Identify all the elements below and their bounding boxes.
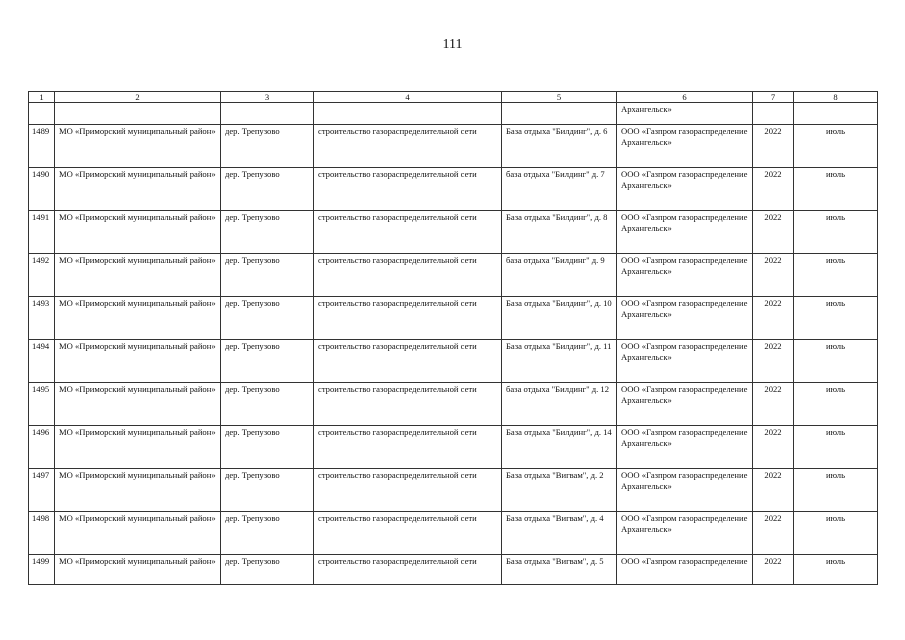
district-cell: МО «Приморский муниципальный район»: [55, 125, 221, 168]
page-number: 111: [442, 37, 463, 52]
locality-cell: дер. Трепузово: [221, 426, 314, 469]
district-cell: МО «Приморский муниципальный район»: [55, 254, 221, 297]
object-address-cell: База отдыха "Билдинг", д. 14: [502, 426, 617, 469]
organization-cell: ООО «Газпром газораспределение Архангельск»: [617, 340, 753, 383]
column-header: 5: [502, 92, 617, 103]
district-cell: МО «Приморский муниципальный район»: [55, 340, 221, 383]
row-number: 1491: [29, 211, 55, 254]
column-header: 6: [617, 92, 753, 103]
locality-cell: дер. Трепузово: [221, 340, 314, 383]
object-address-cell: База отдыха "Вигвам", д. 4: [502, 512, 617, 555]
table-cell: [794, 103, 878, 125]
table-cell: [55, 103, 221, 125]
locality-cell: дер. Трепузово: [221, 211, 314, 254]
column-header: 4: [314, 92, 502, 103]
locality-cell: дер. Трепузово: [221, 555, 314, 585]
column-header: 8: [794, 92, 878, 103]
year-cell: 2022: [753, 426, 794, 469]
row-number: 1494: [29, 340, 55, 383]
object-address-cell: База отдыха "Билдинг", д. 10: [502, 297, 617, 340]
work-type-cell: строительство газораспределительной сети: [314, 125, 502, 168]
table-row: [29, 211, 878, 254]
column-header: 1: [29, 92, 55, 103]
year-cell: 2022: [753, 125, 794, 168]
object-address-cell: база отдыха "Билдинг" д. 7: [502, 168, 617, 211]
locality-cell: дер. Трепузово: [221, 383, 314, 426]
organization-cell: ООО «Газпром газораспределение: [617, 555, 753, 585]
district-cell: МО «Приморский муниципальный район»: [55, 211, 221, 254]
year-cell: 2022: [753, 297, 794, 340]
row-number: 1497: [29, 469, 55, 512]
month-cell: июль: [794, 168, 878, 211]
month-cell: июль: [794, 383, 878, 426]
row-number: 1499: [29, 555, 55, 585]
month-cell: июль: [794, 254, 878, 297]
object-address-cell: база отдыха "Билдинг" д. 12: [502, 383, 617, 426]
district-cell: МО «Приморский муниципальный район»: [55, 168, 221, 211]
organization-cell: ООО «Газпром газораспределение Архангельск»: [617, 426, 753, 469]
year-cell: 2022: [753, 383, 794, 426]
table-cell: [753, 103, 794, 125]
year-cell: 2022: [753, 254, 794, 297]
row-number: 1498: [29, 512, 55, 555]
month-cell: июль: [794, 340, 878, 383]
table-row: [29, 254, 878, 297]
table-body: [29, 92, 878, 585]
year-cell: 2022: [753, 512, 794, 555]
table-row: [29, 469, 878, 512]
month-cell: июль: [794, 469, 878, 512]
table-row: [29, 168, 878, 211]
year-cell: 2022: [753, 168, 794, 211]
work-type-cell: строительство газораспределительной сети: [314, 168, 502, 211]
month-cell: июль: [794, 211, 878, 254]
continuation-row: [29, 103, 878, 125]
organization-cell: ООО «Газпром газораспределение Архангельск»: [617, 168, 753, 211]
work-type-cell: строительство газораспределительной сети: [314, 469, 502, 512]
district-cell: МО «Приморский муниципальный район»: [55, 469, 221, 512]
locality-cell: дер. Трепузово: [221, 512, 314, 555]
locality-cell: дер. Трепузово: [221, 254, 314, 297]
object-address-cell: База отдыха "Билдинг", д. 11: [502, 340, 617, 383]
row-number: 1493: [29, 297, 55, 340]
work-type-cell: строительство газораспределительной сети: [314, 211, 502, 254]
year-cell: 2022: [753, 211, 794, 254]
object-address-cell: База отдыха "Вигвам", д. 2: [502, 469, 617, 512]
organization-cell: ООО «Газпром газораспределение Архангельск»: [617, 125, 753, 168]
table-row: [29, 512, 878, 555]
table-cell: [221, 103, 314, 125]
organization-cell: ООО «Газпром газораспределение Архангельск»: [617, 383, 753, 426]
month-cell: июль: [794, 426, 878, 469]
table-cell: [29, 103, 55, 125]
object-address-cell: база отдыха "Билдинг" д. 9: [502, 254, 617, 297]
row-number: 1496: [29, 426, 55, 469]
table-cell: Архангельск»: [617, 103, 753, 125]
locality-cell: дер. Трепузово: [221, 125, 314, 168]
table-row: [29, 297, 878, 340]
row-number: 1490: [29, 168, 55, 211]
organization-cell: ООО «Газпром газораспределение Архангельск»: [617, 211, 753, 254]
month-cell: июль: [794, 125, 878, 168]
object-address-cell: База отдыха "Билдинг", д. 8: [502, 211, 617, 254]
work-type-cell: строительство газораспределительной сети: [314, 340, 502, 383]
organization-cell: ООО «Газпром газораспределение Архангельск»: [617, 512, 753, 555]
table-row: [29, 383, 878, 426]
organization-cell: ООО «Газпром газораспределение Архангельск»: [617, 469, 753, 512]
locality-cell: дер. Трепузово: [221, 168, 314, 211]
work-type-cell: строительство газораспределительной сети: [314, 512, 502, 555]
column-number-row: [29, 92, 878, 103]
district-cell: МО «Приморский муниципальный район»: [55, 297, 221, 340]
locality-cell: дер. Трепузово: [221, 297, 314, 340]
year-cell: 2022: [753, 469, 794, 512]
year-cell: 2022: [753, 340, 794, 383]
month-cell: июль: [794, 297, 878, 340]
table-row: [29, 555, 878, 585]
district-cell: МО «Приморский муниципальный район»: [55, 555, 221, 585]
year-cell: 2022: [753, 555, 794, 585]
table-row: [29, 340, 878, 383]
row-number: 1495: [29, 383, 55, 426]
column-header: 7: [753, 92, 794, 103]
month-cell: июль: [794, 555, 878, 585]
row-number: 1492: [29, 254, 55, 297]
table-cell: [502, 103, 617, 125]
column-header: 3: [221, 92, 314, 103]
object-address-cell: База отдыха "Билдинг", д. 6: [502, 125, 617, 168]
table-cell: [314, 103, 502, 125]
table-row: [29, 426, 878, 469]
organization-cell: ООО «Газпром газораспределение Архангельск»: [617, 297, 753, 340]
district-cell: МО «Приморский муниципальный район»: [55, 383, 221, 426]
month-cell: июль: [794, 512, 878, 555]
district-cell: МО «Приморский муниципальный район»: [55, 512, 221, 555]
column-header: 2: [55, 92, 221, 103]
work-type-cell: строительство газораспределительной сети: [314, 555, 502, 585]
data-table: [28, 91, 878, 585]
work-type-cell: строительство газораспределительной сети: [314, 426, 502, 469]
locality-cell: дер. Трепузово: [221, 469, 314, 512]
work-type-cell: строительство газораспределительной сети: [314, 383, 502, 426]
object-address-cell: База отдыха "Вигвам", д. 5: [502, 555, 617, 585]
district-cell: МО «Приморский муниципальный район»: [55, 426, 221, 469]
table-row: [29, 125, 878, 168]
row-number: 1489: [29, 125, 55, 168]
work-type-cell: строительство газораспределительной сети: [314, 254, 502, 297]
organization-cell: ООО «Газпром газораспределение Архангельск»: [617, 254, 753, 297]
work-type-cell: строительство газораспределительной сети: [314, 297, 502, 340]
